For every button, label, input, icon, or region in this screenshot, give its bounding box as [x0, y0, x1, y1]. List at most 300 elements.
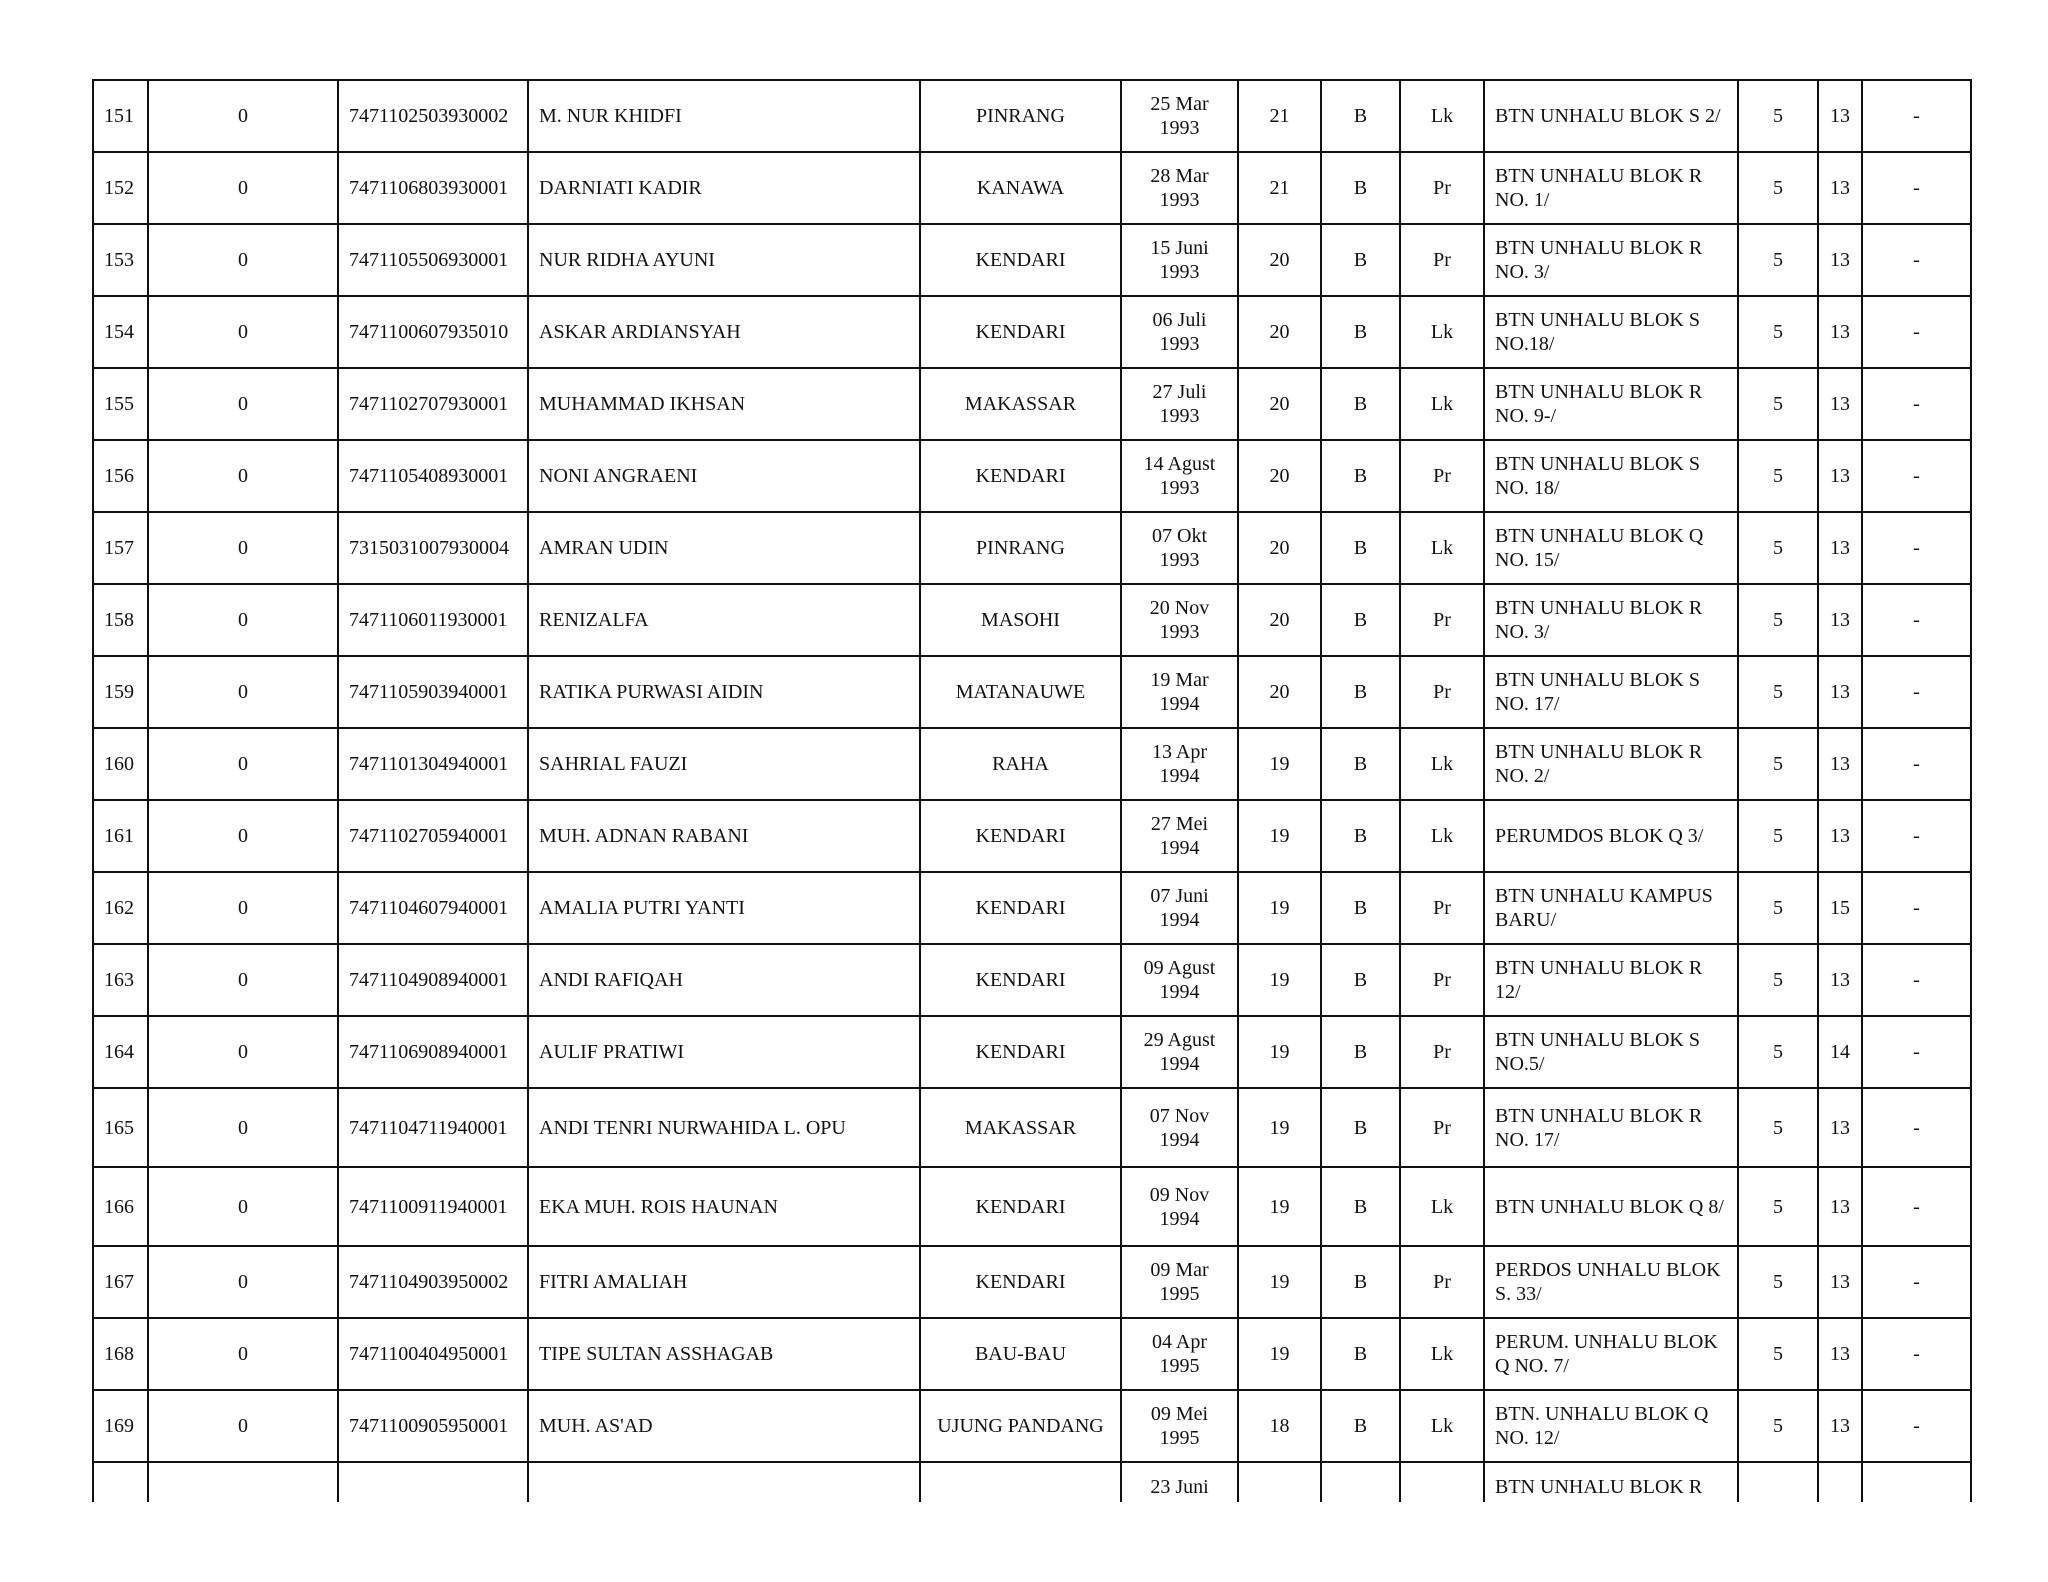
rt-cell: 5: [1738, 152, 1818, 224]
birthdate-cell: [1121, 1167, 1238, 1246]
note-cell: -: [1862, 368, 1971, 440]
marital-status-cell: [1321, 1462, 1400, 1502]
birthdate-year: 1993: [1159, 189, 1200, 211]
row-number-cell: 153: [93, 224, 148, 296]
nik-cell: 7471104908940001: [338, 944, 528, 1016]
birthdate-year: 1993: [1159, 261, 1200, 283]
birthplace-cell: KENDARI: [920, 1167, 1121, 1246]
sex-cell: Lk: [1400, 1318, 1484, 1390]
rt-cell: 5: [1738, 800, 1818, 872]
name-cell: MUH. ADNAN RABANI: [528, 800, 920, 872]
kk-cell: 0: [148, 224, 338, 296]
birthdate-cell: [1121, 152, 1238, 224]
marital-status-cell: B: [1321, 656, 1400, 728]
rw-cell: 13: [1818, 224, 1862, 296]
birthdate-cell: [1121, 512, 1238, 584]
birthdate-cell: [1121, 800, 1238, 872]
note-cell: -: [1862, 296, 1971, 368]
address-cell: PERUMDOS BLOK Q 3/: [1484, 800, 1738, 872]
birthdate-cell: [1121, 944, 1238, 1016]
kk-cell: 0: [148, 1246, 338, 1318]
row-number-cell: 154: [93, 296, 148, 368]
rt-cell: 5: [1738, 656, 1818, 728]
address-cell: BTN UNHALU BLOK R NO. 2/: [1484, 728, 1738, 800]
nik-cell: 7471100911940001: [338, 1167, 528, 1246]
note-cell: -: [1862, 1167, 1971, 1246]
sex-cell: Pr: [1400, 1246, 1484, 1318]
table-row: [93, 152, 1971, 224]
birthdate-cell: [1121, 1390, 1238, 1462]
row-number-cell: 162: [93, 872, 148, 944]
name-cell: MUHAMMAD IKHSAN: [528, 368, 920, 440]
rw-cell: 13: [1818, 1167, 1862, 1246]
rw-cell: 13: [1818, 584, 1862, 656]
rw-cell: 13: [1818, 440, 1862, 512]
marital-status-cell: B: [1321, 944, 1400, 1016]
birthdate-cell: [1121, 1088, 1238, 1167]
name-cell: AULIF PRATIWI: [528, 1016, 920, 1088]
age-cell: 19: [1238, 944, 1321, 1016]
address-cell: PERUM. UNHALU BLOK Q NO. 7/: [1484, 1318, 1738, 1390]
nik-cell: 7471101304940001: [338, 728, 528, 800]
age-cell: 19: [1238, 1246, 1321, 1318]
sex-cell: Pr: [1400, 944, 1484, 1016]
age-cell: 20: [1238, 368, 1321, 440]
age-cell: 19: [1238, 1088, 1321, 1167]
rw-cell: 13: [1818, 368, 1862, 440]
birthdate-year: 1993: [1159, 117, 1200, 139]
birthplace-cell: UJUNG PANDANG: [920, 1390, 1121, 1462]
age-cell: 21: [1238, 152, 1321, 224]
birthplace-cell: BAU-BAU: [920, 1318, 1121, 1390]
birthdate-year: 1994: [1159, 693, 1200, 715]
marital-status-cell: B: [1321, 1088, 1400, 1167]
kk-cell: 0: [148, 1167, 338, 1246]
note-cell: -: [1862, 440, 1971, 512]
address-cell: BTN UNHALU BLOK Q 8/: [1484, 1167, 1738, 1246]
birthdate-day-month: 04 Apr: [1152, 1331, 1207, 1353]
row-number-cell: 159: [93, 656, 148, 728]
note-cell: -: [1862, 224, 1971, 296]
birthdate-day-month: 29 Agust: [1143, 1029, 1216, 1051]
rt-cell: 5: [1738, 224, 1818, 296]
sex-cell: Lk: [1400, 1390, 1484, 1462]
sex-cell: Lk: [1400, 296, 1484, 368]
birthdate-year: 1993: [1159, 405, 1200, 427]
rt-cell: 5: [1738, 872, 1818, 944]
nik-cell: 7471106908940001: [338, 1016, 528, 1088]
table-row: [93, 296, 1971, 368]
name-cell: RATIKA PURWASI AIDIN: [528, 656, 920, 728]
nik-cell: 7471102707930001: [338, 368, 528, 440]
birthdate-day-month: 14 Agust: [1143, 453, 1216, 475]
rw-cell: 13: [1818, 1390, 1862, 1462]
birthdate-day-month: 09 Agust: [1143, 957, 1216, 979]
table-row: [93, 872, 1971, 944]
address-cell: BTN UNHALU BLOK R: [1484, 1462, 1738, 1502]
birthplace-cell: KENDARI: [920, 872, 1121, 944]
age-cell: [1238, 1462, 1321, 1502]
sex-cell: Lk: [1400, 1167, 1484, 1246]
nik-cell: 7471102503930002: [338, 80, 528, 152]
rt-cell: 5: [1738, 584, 1818, 656]
nik-cell: 7471104711940001: [338, 1088, 528, 1167]
birthdate-year: 1994: [1159, 765, 1200, 787]
birthdate-day-month: 07 Nov: [1149, 1104, 1210, 1127]
table-row: [93, 944, 1971, 1016]
note-cell: -: [1862, 1016, 1971, 1088]
kk-cell: 0: [148, 584, 338, 656]
row-number-cell: 164: [93, 1016, 148, 1088]
rt-cell: 5: [1738, 296, 1818, 368]
kk-cell: 0: [148, 1390, 338, 1462]
birthdate-year: 1994: [1159, 981, 1200, 1003]
nik-cell: 7471104607940001: [338, 872, 528, 944]
birthplace-cell: KENDARI: [920, 1246, 1121, 1318]
birthdate-day-month: 28 Mar: [1150, 165, 1209, 187]
age-cell: 21: [1238, 80, 1321, 152]
age-cell: 20: [1238, 512, 1321, 584]
rw-cell: 13: [1818, 512, 1862, 584]
name-cell: NUR RIDHA AYUNI: [528, 224, 920, 296]
name-cell: AMRAN UDIN: [528, 512, 920, 584]
sex-cell: Pr: [1400, 224, 1484, 296]
birthdate-cell: [1121, 296, 1238, 368]
address-cell: BTN UNHALU BLOK S NO. 17/: [1484, 656, 1738, 728]
address-cell: BTN UNHALU BLOK S NO.18/: [1484, 296, 1738, 368]
address-cell: BTN UNHALU BLOK R NO. 17/: [1484, 1088, 1738, 1167]
table-row: [93, 1390, 1971, 1462]
kk-cell: 0: [148, 296, 338, 368]
birthplace-cell: KENDARI: [920, 296, 1121, 368]
note-cell: -: [1862, 1318, 1971, 1390]
row-number-cell: [93, 1462, 148, 1502]
address-cell: BTN UNHALU BLOK R NO. 1/: [1484, 152, 1738, 224]
table-row: [93, 1167, 1971, 1246]
birthdate-day-month: 19 Mar: [1150, 669, 1209, 691]
kk-cell: 0: [148, 1318, 338, 1390]
birthdate-year: 1993: [1159, 549, 1200, 571]
birthdate-day-month: 27 Juli: [1152, 381, 1207, 403]
birthplace-cell: MASOHI: [920, 584, 1121, 656]
note-cell: [1862, 1462, 1971, 1502]
birthplace-cell: KENDARI: [920, 440, 1121, 512]
age-cell: 20: [1238, 440, 1321, 512]
marital-status-cell: B: [1321, 296, 1400, 368]
nik-cell: [338, 1462, 528, 1502]
age-cell: 18: [1238, 1390, 1321, 1462]
table-row: [93, 728, 1971, 800]
birthplace-cell: KENDARI: [920, 1016, 1121, 1088]
name-cell: ASKAR ARDIANSYAH: [528, 296, 920, 368]
address-cell: BTN UNHALU BLOK R NO. 3/: [1484, 224, 1738, 296]
rw-cell: 13: [1818, 800, 1862, 872]
kk-cell: 0: [148, 728, 338, 800]
nik-cell: 7471105506930001: [338, 224, 528, 296]
sex-cell: Pr: [1400, 1088, 1484, 1167]
row-number-cell: 163: [93, 944, 148, 1016]
birthdate-day-month: 09 Nov: [1149, 1183, 1210, 1206]
sex-cell: Pr: [1400, 584, 1484, 656]
table-row: [93, 1246, 1971, 1318]
kk-cell: 0: [148, 80, 338, 152]
table-row: [93, 656, 1971, 728]
sex-cell: Lk: [1400, 800, 1484, 872]
row-number-cell: 161: [93, 800, 148, 872]
kk-cell: 0: [148, 368, 338, 440]
sex-cell: Pr: [1400, 440, 1484, 512]
birthdate-cell: [1121, 1318, 1238, 1390]
birthdate-cell: [1121, 1246, 1238, 1318]
rw-cell: 13: [1818, 80, 1862, 152]
marital-status-cell: B: [1321, 1167, 1400, 1246]
nik-cell: 7471100404950001: [338, 1318, 528, 1390]
table-row: [93, 1016, 1971, 1088]
marital-status-cell: B: [1321, 152, 1400, 224]
table-row: [93, 800, 1971, 872]
birthdate-cell: [1121, 80, 1238, 152]
row-number-cell: 165: [93, 1088, 148, 1167]
rw-cell: 13: [1818, 296, 1862, 368]
rw-cell: 15: [1818, 872, 1862, 944]
birthdate-year: 1995: [1159, 1283, 1200, 1305]
sex-cell: Pr: [1400, 872, 1484, 944]
row-number-cell: 156: [93, 440, 148, 512]
birthdate-cell: [1121, 728, 1238, 800]
sex-cell: Pr: [1400, 152, 1484, 224]
rt-cell: 5: [1738, 1390, 1818, 1462]
birthdate-day-month: 15 Juni: [1150, 237, 1209, 259]
sex-cell: Pr: [1400, 1016, 1484, 1088]
kk-cell: 0: [148, 152, 338, 224]
birthplace-cell: MATANAUWE: [920, 656, 1121, 728]
nik-cell: 7471106803930001: [338, 152, 528, 224]
marital-status-cell: B: [1321, 1246, 1400, 1318]
address-cell: BTN UNHALU BLOK R NO. 3/: [1484, 584, 1738, 656]
birthplace-cell: KENDARI: [920, 800, 1121, 872]
birthdate-cell: [1121, 584, 1238, 656]
address-cell: BTN UNHALU BLOK R NO. 9-/: [1484, 368, 1738, 440]
kk-cell: 0: [148, 944, 338, 1016]
kk-cell: [148, 1462, 338, 1502]
kk-cell: 0: [148, 800, 338, 872]
rt-cell: 5: [1738, 944, 1818, 1016]
birthplace-cell: KANAWA: [920, 152, 1121, 224]
table-row: [93, 512, 1971, 584]
marital-status-cell: B: [1321, 1390, 1400, 1462]
kk-cell: 0: [148, 512, 338, 584]
marital-status-cell: B: [1321, 440, 1400, 512]
birthplace-cell: RAHA: [920, 728, 1121, 800]
age-cell: 20: [1238, 584, 1321, 656]
row-number-cell: 168: [93, 1318, 148, 1390]
table-body: [93, 80, 1971, 1502]
name-cell: TIPE SULTAN ASSHAGAB: [528, 1318, 920, 1390]
nik-cell: 7471102705940001: [338, 800, 528, 872]
nik-cell: 7471106011930001: [338, 584, 528, 656]
name-cell: ANDI TENRI NURWAHIDA L. OPU: [528, 1088, 920, 1167]
birthplace-cell: KENDARI: [920, 944, 1121, 1016]
rt-cell: 5: [1738, 440, 1818, 512]
nik-cell: 7471104903950002: [338, 1246, 528, 1318]
birthplace-cell: PINRANG: [920, 80, 1121, 152]
name-cell: ANDI RAFIQAH: [528, 944, 920, 1016]
name-cell: MUH. AS'AD: [528, 1390, 920, 1462]
marital-status-cell: B: [1321, 728, 1400, 800]
rw-cell: 13: [1818, 1088, 1862, 1167]
sex-cell: Lk: [1400, 512, 1484, 584]
rt-cell: [1738, 1462, 1818, 1502]
birthdate-year: 1994: [1159, 837, 1200, 859]
age-cell: 19: [1238, 1318, 1321, 1390]
birthdate-day-month: 25 Mar: [1150, 93, 1209, 115]
birthdate-year: 1995: [1159, 1427, 1200, 1449]
birthplace-cell: MAKASSAR: [920, 1088, 1121, 1167]
nik-cell: 7471100607935010: [338, 296, 528, 368]
marital-status-cell: B: [1321, 1016, 1400, 1088]
rw-cell: 13: [1818, 728, 1862, 800]
note-cell: -: [1862, 944, 1971, 1016]
sex-cell: Lk: [1400, 368, 1484, 440]
note-cell: -: [1862, 728, 1971, 800]
note-cell: -: [1862, 512, 1971, 584]
marital-status-cell: B: [1321, 1318, 1400, 1390]
rw-cell: 13: [1818, 1246, 1862, 1318]
birthdate-day-month: 20 Nov: [1149, 597, 1210, 619]
note-cell: -: [1862, 80, 1971, 152]
rt-cell: 5: [1738, 1088, 1818, 1167]
rw-cell: 13: [1818, 152, 1862, 224]
row-number-cell: 169: [93, 1390, 148, 1462]
birthdate-cell: [1121, 368, 1238, 440]
name-cell: EKA MUH. ROIS HAUNAN: [528, 1167, 920, 1246]
age-cell: 20: [1238, 296, 1321, 368]
name-cell: RENIZALFA: [528, 584, 920, 656]
rt-cell: 5: [1738, 80, 1818, 152]
rt-cell: 5: [1738, 512, 1818, 584]
note-cell: -: [1862, 800, 1971, 872]
table-row: [93, 1088, 1971, 1167]
row-number-cell: 167: [93, 1246, 148, 1318]
kk-cell: 0: [148, 1016, 338, 1088]
nik-cell: 7315031007930004: [338, 512, 528, 584]
table-row-partial: [93, 1462, 1971, 1502]
marital-status-cell: B: [1321, 512, 1400, 584]
row-number-cell: 155: [93, 368, 148, 440]
birthdate-day-month: 07 Okt: [1152, 525, 1207, 547]
note-cell: -: [1862, 656, 1971, 728]
birthdate-day-month: 13 Apr: [1152, 741, 1207, 763]
kk-cell: 0: [148, 872, 338, 944]
birthdate-year: 1994: [1159, 1053, 1200, 1075]
nik-cell: 7471105408930001: [338, 440, 528, 512]
birthdate-day-month: 07 Juni: [1150, 885, 1209, 907]
birthplace-cell: KENDARI: [920, 224, 1121, 296]
row-number-cell: 157: [93, 512, 148, 584]
sex-cell: Lk: [1400, 80, 1484, 152]
age-cell: 20: [1238, 656, 1321, 728]
name-cell: AMALIA PUTRI YANTI: [528, 872, 920, 944]
marital-status-cell: B: [1321, 80, 1400, 152]
age-cell: 20: [1238, 224, 1321, 296]
address-cell: BTN UNHALU BLOK R 12/: [1484, 944, 1738, 1016]
birthdate-year: 1994: [1159, 1128, 1200, 1151]
birthdate-day-month: 27 Mei: [1150, 813, 1209, 835]
rt-cell: 5: [1738, 1318, 1818, 1390]
marital-status-cell: B: [1321, 872, 1400, 944]
address-cell: BTN UNHALU BLOK S NO.5/: [1484, 1016, 1738, 1088]
nik-cell: 7471100905950001: [338, 1390, 528, 1462]
note-cell: -: [1862, 1246, 1971, 1318]
age-cell: 19: [1238, 1167, 1321, 1246]
row-number-cell: 158: [93, 584, 148, 656]
sex-cell: Lk: [1400, 728, 1484, 800]
marital-status-cell: B: [1321, 224, 1400, 296]
birthdate-cell: [1121, 1016, 1238, 1088]
table-row: [93, 80, 1971, 152]
voter-list-table: [92, 79, 1972, 1502]
marital-status-cell: B: [1321, 800, 1400, 872]
age-cell: 19: [1238, 800, 1321, 872]
rw-cell: 13: [1818, 944, 1862, 1016]
rw-cell: 13: [1818, 1318, 1862, 1390]
rt-cell: 5: [1738, 368, 1818, 440]
name-cell: M. NUR KHIDFI: [528, 80, 920, 152]
birthdate-day-month: 09 Mar: [1150, 1259, 1209, 1281]
address-cell: BTN UNHALU BLOK S NO. 18/: [1484, 440, 1738, 512]
birthdate-year: 1993: [1159, 333, 1200, 355]
note-cell: -: [1862, 1088, 1971, 1167]
kk-cell: 0: [148, 1088, 338, 1167]
birthdate-day-month: 09 Mei: [1150, 1403, 1209, 1425]
address-cell: BTN UNHALU BLOK Q NO. 15/: [1484, 512, 1738, 584]
rw-cell: 14: [1818, 1016, 1862, 1088]
marital-status-cell: B: [1321, 368, 1400, 440]
table-row: [93, 440, 1971, 512]
table-row: [93, 584, 1971, 656]
name-cell: NONI ANGRAENI: [528, 440, 920, 512]
table-row: [93, 1318, 1971, 1390]
birthplace-cell: MAKASSAR: [920, 368, 1121, 440]
birthdate-year: 1995: [1159, 1355, 1200, 1377]
address-cell: BTN. UNHALU BLOK Q NO. 12/: [1484, 1390, 1738, 1462]
birthplace-cell: [920, 1462, 1121, 1502]
birthplace-cell: PINRANG: [920, 512, 1121, 584]
rt-cell: 5: [1738, 1246, 1818, 1318]
birthdate-cell: [1121, 872, 1238, 944]
name-cell: SAHRIAL FAUZI: [528, 728, 920, 800]
rw-cell: [1818, 1462, 1862, 1502]
kk-cell: 0: [148, 656, 338, 728]
table-row: [93, 368, 1971, 440]
rt-cell: 5: [1738, 728, 1818, 800]
rt-cell: 5: [1738, 1167, 1818, 1246]
age-cell: 19: [1238, 1016, 1321, 1088]
row-number-cell: 166: [93, 1167, 148, 1246]
birthdate-year: 1993: [1159, 477, 1200, 499]
name-cell: [528, 1462, 920, 1502]
note-cell: -: [1862, 152, 1971, 224]
row-number-cell: 152: [93, 152, 148, 224]
note-cell: -: [1862, 872, 1971, 944]
birthdate-cell: [1121, 440, 1238, 512]
rt-cell: 5: [1738, 1016, 1818, 1088]
sex-cell: Pr: [1400, 656, 1484, 728]
birthdate-year: 1993: [1159, 621, 1200, 643]
row-number-cell: 160: [93, 728, 148, 800]
marital-status-cell: B: [1321, 584, 1400, 656]
kk-cell: 0: [148, 440, 338, 512]
